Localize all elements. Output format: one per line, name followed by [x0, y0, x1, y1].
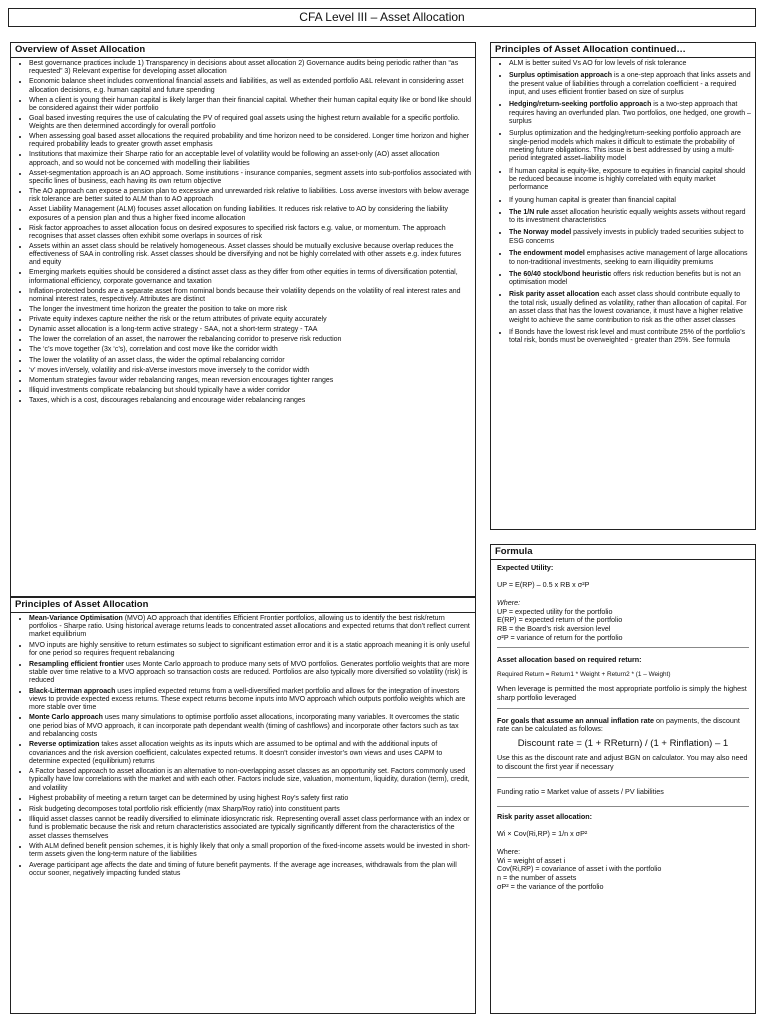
item-text: takes asset allocation weights as its inputs which are assumed to be optimal and with the additional inputs of covariances and the risk aversion coefficient, calculates expected returns. It doesn’t consider investor’s own views and uses CAPM to determine expected (equilibrium) returns: [29, 741, 443, 765]
list-item: [29, 188, 471, 204]
inflation-note: Use this as the discount rate and adjust BGN on calculator. You may also need to discount the first year if necessary: [497, 753, 748, 771]
principles-heading: Principles of Asset Allocation: [11, 598, 475, 613]
item-text: is a one-step approach that links assets and the present value of liabilities through a correlation coefficient - a required input, and uses efficient frontier based on size of surplus: [509, 72, 751, 97]
page-title: CFA Level III – Asset Allocation: [8, 8, 756, 27]
item-text: Risk budgeting decomposes total portfolio risk efficiently (max Sharp/Roy ratio) into constituent parts: [29, 805, 340, 813]
eu-def-4: σ²P = variance of return for the portfolio: [497, 632, 623, 642]
required-return-note: When leverage is permitted the most appropriate portfolio is simply the highest sharp portfolio leveraged: [497, 684, 747, 702]
expected-utility-equation: UP = E(RP) – 0.5 x RB x σ²P: [497, 579, 590, 589]
risk-parity-block: [497, 807, 749, 896]
list-item: [29, 357, 471, 365]
item-text: The AO approach can expose a pension plan to excessive and unrewarded risk relative to liabilities. Loss averse investors with below average risk tolerance are better suited to ALM than to AO approach: [29, 188, 470, 204]
list-item: [29, 688, 471, 713]
list-item: [509, 329, 751, 346]
item-text: Asset-segmentation approach is an AO approach. Some institutions - insurance companies, segment assets into sub-portfolios associated with specific lines of business, each having its own return objective: [29, 169, 472, 185]
item-text: Private equity indexes capture neither the risk or the return attributes of private equity accurately: [29, 316, 327, 324]
list-item: [29, 843, 471, 859]
inflation-text: on payments, the discount rate can be calculated as follows:: [497, 715, 740, 734]
item-text: When a client is young their human capital is likely larger than their financial capital. Whether their human capital equity like or bond like should be considered against their wider portfolio: [29, 96, 472, 112]
funding-ratio-block: [497, 778, 749, 807]
list-item: [29, 336, 471, 344]
item-text: uses Monte Carlo approach to produce many sets of MVO portfolios. Generates portfolio weights that are more stable over time relative to a MVO approach so transaction costs are reduced. Portfolios are also typically more diversified so volatility (risk) is reduced: [29, 660, 470, 685]
eu-def-2: E(RP) = expected return of the portfolio: [497, 615, 623, 625]
list-item: [509, 250, 751, 267]
list-item: [29, 377, 471, 385]
formula-section: [490, 544, 756, 1014]
item-text: Inflation-protected bonds are a separate asset from nominal bonds because their volatility depends on the volatility of real interest rates and nominal interest rates, respectively. Attributes are distinct: [29, 287, 461, 303]
expected-utility-title: Expected Utility:: [497, 563, 554, 572]
rp-def-2: Cov(Ri,RP) = covariance of asset i with the portfolio: [497, 864, 662, 874]
list-item: [29, 862, 471, 878]
list-item: [29, 316, 471, 324]
formula-heading: Formula: [491, 545, 755, 560]
list-item: [29, 387, 471, 395]
item-text: uses many simulations to optimise portfolio asset allocations, incorporating many variables. It overcomes the static one period bias of MVO approach, it can incorporate path dependant wealth (timing of cashflows) and incorporate other factors such as tax and rebalancing costs: [29, 714, 460, 738]
item-text: If young human capital is greater than financial capital: [509, 196, 676, 204]
list-item: [29, 816, 471, 841]
item-text: offers risk reduction benefits but is not an optimisation model: [509, 270, 741, 287]
list-item: [29, 60, 471, 76]
eu-def-3: RB = the Board’s risk aversion level: [497, 623, 611, 633]
item-text: Institutions that maximize their Sharpe ratio for an acceptable level of volatility would be following an asset-only (AO) asset allocation approach, and so would not be concerned with modelling their liabilities: [29, 151, 440, 167]
overview-list: [11, 58, 475, 405]
list-item: [509, 60, 751, 68]
item-text: ‘v’ moves inVersely, volatility and risk-aVerse investors move inversely to the corridor width: [29, 366, 310, 374]
list-item: [29, 288, 471, 304]
list-item: [29, 741, 471, 766]
list-item: [29, 346, 471, 354]
funding-ratio: Funding ratio = Market value of assets / PV liabilities: [497, 786, 664, 796]
inflation-block: [497, 709, 749, 777]
eu-def-1: UP = expected utility for the portfolio: [497, 606, 613, 616]
rp-def-1: Wi = weight of asset i: [497, 855, 566, 865]
item-text: Emerging markets equities should be considered a distinct asset class as they differ from other equities in terms of diversification potential, informational efficiency, corporate governance and taxation: [29, 269, 458, 285]
list-item: [29, 115, 471, 131]
item-text: Taxes, which is a cost, discourages rebalancing and encourage wider rebalancing ranges: [29, 396, 306, 404]
list-item: [509, 101, 751, 126]
item-text: emphasises active management of large allocations to non-traditional investments, seeking to earn illiquidity premiums: [509, 250, 748, 266]
risk-parity-equation: Wi × Cov(Ri,RP) = 1/n x σP²: [497, 828, 588, 838]
list-item: [29, 768, 471, 793]
item-text: Best governance practices include 1) Transparency in decisions about asset allocation 2) Governance audits being periodic rather than “as requested” 3) Relevant expertise for developing asset allocation: [29, 60, 459, 76]
item-text: Highest probability of meeting a return target can be determined by using highest Roy’s safety first ratio: [29, 795, 349, 803]
item-text: ALM is better suited Vs AO for low levels of risk tolerance: [509, 60, 687, 67]
list-item: [29, 806, 471, 814]
required-return-title: Asset allocation based on required return:: [497, 655, 642, 665]
overview-heading: Overview of Asset Allocation: [11, 43, 475, 58]
list-item: [29, 795, 471, 803]
list-item: [29, 615, 471, 640]
list-item: [29, 642, 471, 658]
list-item: [509, 229, 751, 246]
principles-continued-list: [491, 58, 755, 346]
required-return-equation: Required Return = Return1 * Weight + Return2 * (1 – Weight): [497, 670, 671, 678]
item-text: MVO inputs are highly sensitive to return estimates so subject to significant estimation error and it is a static approach meaning it is only useful for one period so requires frequent rebalancing: [29, 641, 470, 658]
item-text: (MVO) AO approach that identifies Efficient Frontier portfolios, allowing us to identify the best risk/return portfolios - Sharpe ratio. Using historical average returns leads to concentrated asset allocations and expected returns that don’t reflect current market equilibrium: [29, 615, 470, 639]
item-text: Illiquid asset classes cannot be readily diversified to eliminate idiosyncratic risk. Representing overall asset class performance with an index or fund is problematic because the risk and return characteristics associated are typically significantly different from the characteristics of the asset classes themselves: [29, 816, 470, 840]
item-lead: Resampling efficient frontier: [29, 660, 124, 668]
item-lead: Black-Litterman approach: [29, 687, 116, 695]
risk-parity-where: Where:: [497, 847, 521, 857]
list-item: [29, 133, 471, 149]
list-item: [509, 197, 751, 205]
item-text: uses implied expected returns from a well-diversified market portfolio and allows for the integration of investors views to provide expected excess returns. These expect returns become inputs into MVO approach which outputs portfolio weights which are more stable over time: [29, 687, 466, 711]
item-text: If Bonds have the lowest risk level and must contribute 25% of the portfolio’s total risk, bonds must be overweighted - greater than 25%. See formula: [509, 328, 746, 345]
list-item: [29, 661, 471, 686]
item-text: is a two-step approach that requires having an overfunded plan. Two portfolios, one hedged, one growth – surplus: [509, 101, 751, 126]
list-item: [29, 97, 471, 113]
item-text: Economic balance sheet includes conventional financial assets and liabilities, as well as extended portfolio A&L relevant in considering asset allocation decisions, e.g. human capital and future spending: [29, 78, 464, 94]
list-item: [29, 306, 471, 314]
item-text: If human capital is equity-like, exposure to equities in financial capital should be reduced because income is highly correlated with equity market performance: [509, 167, 746, 192]
item-text: The ‘c’s move together (3x ‘c’s), correlation and cost move like the corridor width: [29, 346, 278, 354]
list-item: [509, 271, 751, 288]
discount-rate-equation: Discount rate = (1 + RReturn) / (1 + Rinflation) – 1: [517, 737, 729, 749]
list-item: [509, 130, 751, 164]
item-text: passively invests in publicly traded securities subject to ESG concerns: [509, 229, 744, 245]
item-lead: The 1/N rule: [509, 208, 550, 216]
item-lead: Risk parity asset allocation: [509, 291, 600, 299]
principles-section: [10, 597, 476, 1014]
expected-utility-block: [497, 560, 749, 647]
item-text: Goal based investing requires the use of calculating the PV of required goal assets using the highest return available for a specific portfolio. Weights are then determined accordingly for overall portfolio: [29, 114, 460, 131]
item-lead: Hedging/return-seeking portfolio approach: [509, 101, 652, 109]
item-lead: Monte Carlo approach: [29, 714, 103, 722]
item-lead: The endowment model: [509, 250, 585, 258]
list-item: [29, 225, 471, 241]
item-text: Momentum strategies favour wider rebalancing ranges, mean reversion encourages tighter ranges: [29, 376, 334, 384]
list-item: [29, 170, 471, 186]
item-lead: Reverse optimization: [29, 741, 100, 749]
item-text: each asset class should contribute equally to the total risk, usually defined as volatility, rather than allocation of capital. For an asset class that has the lowest covariance, it must have a higher relative weight to achieve the same contribution to risk as the other asset classes: [509, 291, 747, 324]
item-text: The longer the investment time horizon the greater the position to take on more risk: [29, 306, 287, 314]
item-text: Risk factor approaches to asset allocation focus on desired exposures to specified risk factors e.g. value, or momentum. The approach recognises that asset classes often exhibit some overlaps in sources of risk: [29, 224, 446, 240]
list-item: [29, 326, 471, 334]
list-item: [509, 72, 751, 97]
item-lead: Surplus optimisation approach: [509, 72, 613, 80]
list-item: [29, 397, 471, 405]
list-item: [509, 291, 751, 325]
item-text: Dynamic asset allocation is a long-term active strategy - SAA, not a short-term strategy - TAA: [29, 326, 318, 334]
principles-list: [11, 613, 475, 878]
item-text: asset allocation heuristic equally weights assets without regard to its investment characteristics: [509, 208, 746, 225]
list-item: [29, 206, 471, 222]
list-item: [29, 269, 471, 285]
list-item: [29, 78, 471, 94]
inflation-lead: For goals that assume an annual inflation rate: [497, 715, 654, 725]
principles-continued-section: [490, 42, 756, 530]
list-item: [29, 243, 471, 268]
item-text: Average participant age affects the date and timing of future benefit payments. If the average age increases, withdrawals from the plan will occur sooner, negatively impacting funded status: [29, 861, 457, 877]
list-item: [29, 367, 471, 375]
expected-utility-where: Where:: [497, 598, 521, 608]
item-text: Surplus optimization and the hedging/return-seeking portfolio approach are single-period models which makes it difficult to estimate the probability of meeting future obligations. This issue is best addressed by using a multi-period integrated asset–liability model: [509, 130, 741, 163]
list-item: [29, 151, 471, 167]
item-lead: The 60/40 stock/bond heuristic: [509, 270, 612, 278]
item-text: When assessing goal based asset allocations the required probability and time horizon need to be considered. Longer time horizon and higher required probability leads to greater growth asset emphasis: [29, 133, 470, 149]
rp-def-3: n = the number of assets: [497, 873, 577, 883]
risk-parity-title: Risk parity asset allocation:: [497, 812, 593, 822]
item-text: Asset Liability Management (ALM) focuses asset allocation on funding liabilities. It reduces risk relative to AO by considering the liability exposures of a pension plan and thus a higher fixed income allocation: [29, 206, 449, 222]
principles-continued-heading: Principles of Asset Allocation continued…: [491, 43, 755, 58]
item-text: The lower the correlation of an asset, the narrower the rebalancing corridor to preserve risk reduction: [29, 336, 342, 344]
required-return-block: [497, 648, 749, 707]
list-item: [29, 714, 471, 739]
item-text: A Factor based approach to asset allocation is an alternative to non-overlapping asset classes as an opportunity set. Factors commonly used typically have low correlations with the market and with each other. Factors include size, valuation, momentum, liquidity, duration (term), credit, and volatility: [29, 768, 470, 792]
item-text: The lower the volatility of an asset class, the wider the optimal rebalancing corridor: [29, 356, 285, 364]
item-text: With ALM defined benefit pension schemes, it is highly likely that only a small proportion of the fixed-income assets would be invested in short-term assets given the long-term nature of the liabilities: [29, 843, 470, 859]
item-lead: Mean-Variance Optimisation: [29, 615, 123, 622]
rp-def-4: σP² = the variance of the portfolio: [497, 881, 604, 891]
item-text: Assets within an asset class should be relatively homogeneous. Asset classes should be mutually exclusive because overlap reduces the effectiveness of SAA in controlling risk. Asset classes should be diversifying and not be highly correlated with other assets e.g. index futures and equity: [29, 242, 462, 267]
list-item: [509, 209, 751, 226]
item-lead: The Norway model: [509, 229, 572, 237]
list-item: [509, 168, 751, 193]
item-text: Illiquid investments complicate rebalancing but should typically have a wider corridor: [29, 386, 291, 394]
overview-section: [10, 42, 476, 597]
